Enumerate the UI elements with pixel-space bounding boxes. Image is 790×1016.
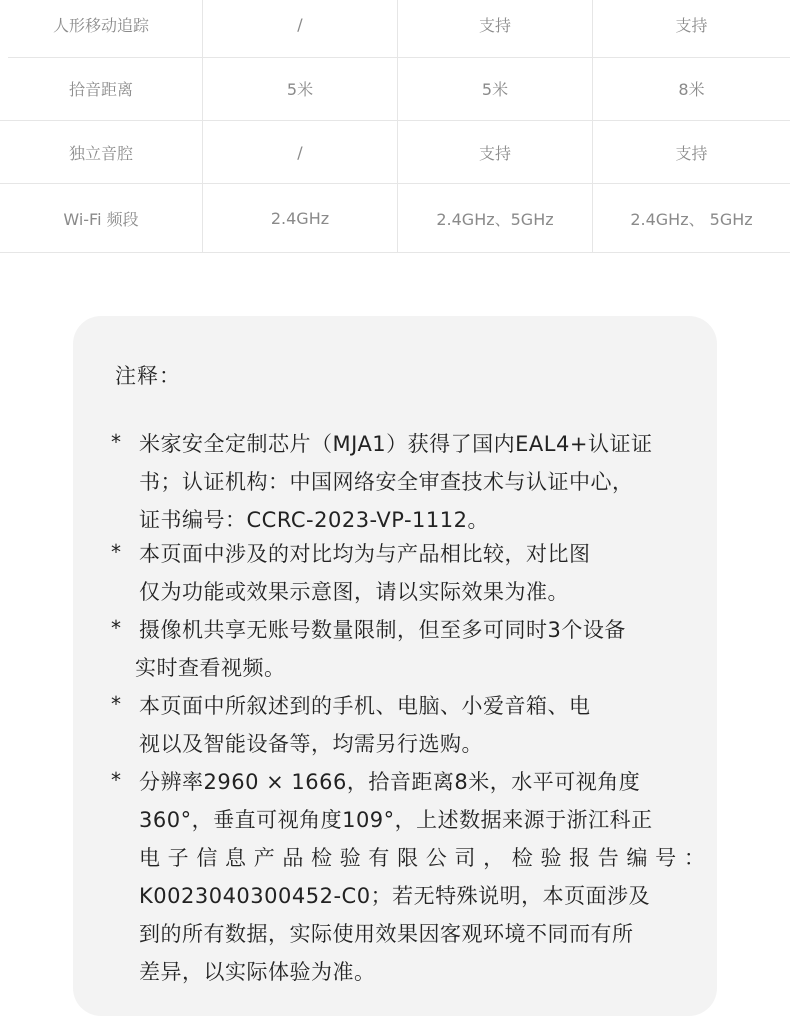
note-line: 电 子 信 息 产 品 检 验 有 限 公 司 ， 检 验 报 告 编 号 ：: [139, 846, 706, 870]
table-row-independent-speaker: [0, 121, 790, 183]
note-line: 视以及智能设备等，均需另行选购。: [139, 732, 483, 756]
table-cell: 2.4GHz、5GHz: [436, 209, 554, 229]
table-cell: 支持: [478, 143, 511, 163]
bullet-marker: *: [111, 540, 121, 564]
row-divider: [0, 183, 790, 184]
note-line: 差异，以实际体验为准。: [139, 960, 376, 984]
bullet-marker: *: [111, 692, 121, 716]
table-cell: 5米: [481, 79, 509, 99]
table-row-person-tracking: [0, 0, 790, 55]
bullet-marker: *: [111, 430, 121, 454]
row-label: Wi-Fi 频段: [63, 209, 139, 229]
table-cell: 2.4GHz: [270, 208, 330, 228]
note-line: 本页面中涉及的对比均为与产品相比较，对比图: [139, 542, 591, 566]
notes-title: 注释：: [115, 364, 181, 388]
note-line: 360°，垂直可视角度109°，上述数据来源于浙江科正: [139, 808, 653, 832]
note-line: K0023040300452-C0；若无特殊说明，本页面涉及: [139, 884, 651, 908]
note-line: 本页面中所叙述到的手机、电脑、小爱音箱、电: [139, 694, 591, 718]
bullet-marker: *: [111, 616, 121, 640]
row-label: 拾音距离: [68, 79, 133, 99]
table-cell: 支持: [478, 15, 511, 35]
note-line: 到的所有数据，实际使用效果因客观环境不同而有所: [139, 922, 634, 946]
note-line: 摄像机共享无账号数量限制，但至多可同时3个设备: [139, 618, 626, 642]
note-line: 分辨率2960 × 1666，拾音距离8米，水平可视角度: [139, 770, 641, 794]
notes-card: [73, 316, 717, 1016]
row-divider: [0, 252, 790, 253]
note-line: 米家安全定制芯片（MJA1）获得了国内EAL4+认证证: [139, 432, 653, 456]
note-line: 书；认证机构：中国网络安全审查技术与认证中心，: [139, 470, 634, 494]
table-cell: 8米: [678, 79, 705, 99]
table-cell: 支持: [675, 15, 708, 35]
note-line: 证书编号：CCRC-2023-VP-1112。: [139, 508, 489, 532]
table-cell: 支持: [675, 143, 708, 163]
note-line: 仅为功能或效果示意图，请以实际效果为准。: [139, 580, 569, 604]
table-row-wifi-band: [0, 187, 790, 249]
table-cell: /: [297, 14, 303, 34]
bullet-marker: *: [111, 768, 121, 792]
table-row-pickup-distance: [0, 57, 790, 119]
row-label: 独立音腔: [68, 143, 133, 163]
table-cell: 5米: [286, 79, 314, 99]
table-cell: /: [297, 142, 303, 162]
note-line: 实时查看视频。: [135, 656, 286, 680]
table-cell: 2.4GHz、 5GHz: [630, 209, 753, 229]
row-label: 人形移动追踪: [52, 15, 149, 35]
